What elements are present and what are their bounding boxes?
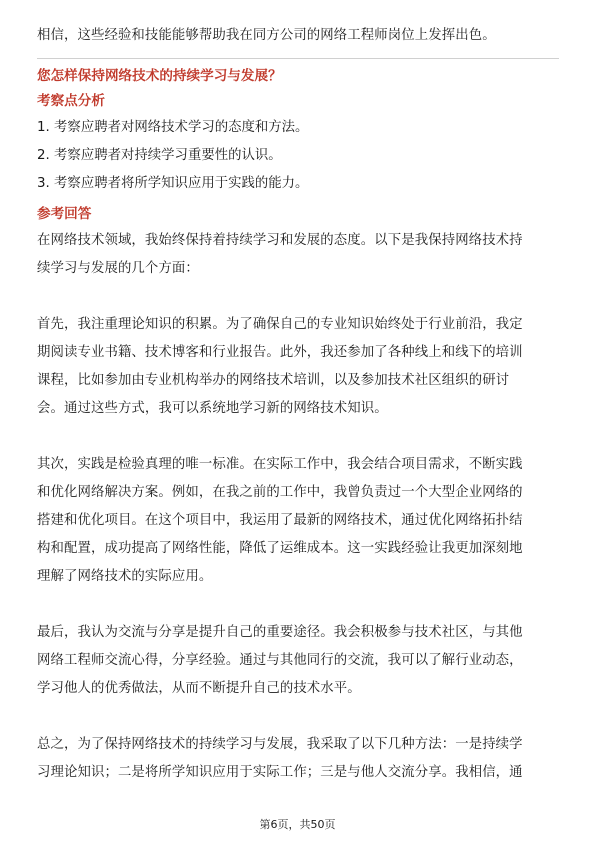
paragraph-gap bbox=[37, 423, 557, 451]
answer-line: 课程，比如参加由专业机构举办的网络技术培训，以及参加技术社区组织的研讨 bbox=[37, 373, 510, 388]
answer-line: 最后，我认为交流与分享是提升自己的重要途径。我会积极参与技术社区，与其他 bbox=[37, 625, 523, 640]
answer-line: 总之，为了保持网络技术的持续学习与发展，我采取了以下几种方法：一是持续学 bbox=[37, 737, 523, 752]
analysis-item: 2. 考察应聘者对持续学习重要性的认识。 bbox=[37, 148, 282, 163]
answer-line: 期阅读专业书籍、技术博客和行业报告。此外，我还参加了各种线上和线下的培训 bbox=[37, 345, 523, 360]
answer-line: 理解了网络技术的实际应用。 bbox=[37, 569, 213, 584]
page-content bbox=[37, 22, 557, 787]
answer-line: 会。通过这些方式，我可以系统地学习新的网络技术知识。 bbox=[37, 401, 388, 416]
analysis-list bbox=[37, 114, 557, 198]
answer-line: 网络工程师交流心得，分享经验。通过与其他同行的交流，我可以了解行业动态， bbox=[37, 653, 523, 668]
answer-line: 构和配置，成功提高了网络性能，降低了运维成本。这一实践经验让我更加深刻地 bbox=[37, 541, 523, 556]
analysis-item: 3. 考察应聘者将所学知识应用于实践的能力。 bbox=[37, 176, 309, 191]
answer-heading: 参考回答 bbox=[37, 206, 92, 222]
answer-line: 续学习与发展的几个方面： bbox=[37, 261, 199, 276]
paragraph-gap bbox=[37, 591, 557, 619]
answer-line: 其次，实践是检验真理的唯一标准。在实际工作中，我会结合项目需求，不断实践 bbox=[37, 457, 523, 472]
paragraph-gap bbox=[37, 283, 557, 311]
answer-line: 习理论知识；二是将所学知识应用于实际工作；三是与他人交流分享。我相信，通 bbox=[37, 765, 523, 780]
paragraph-gap bbox=[37, 703, 557, 731]
analysis-item: 1. 考察应聘者对网络技术学习的态度和方法。 bbox=[37, 120, 309, 135]
intro-tail-paragraph: 相信，这些经验和技能能够帮助我在同方公司的网络工程师岗位上发挥出色。 bbox=[37, 28, 496, 43]
answer-body bbox=[37, 227, 557, 787]
page-number-footer: 第6页，共50页 bbox=[259, 818, 336, 831]
answer-line: 学习他人的优秀做法，从而不断提升自己的技术水平。 bbox=[37, 681, 361, 696]
answer-line: 搭建和优化项目。在这个项目中，我运用了最新的网络技术，通过优化网络拓扑结 bbox=[37, 513, 523, 528]
analysis-heading: 考察点分析 bbox=[37, 93, 105, 109]
answer-line: 和优化网络解决方案。例如，在我之前的工作中，我曾负责过一个大型企业网络的 bbox=[37, 485, 523, 500]
answer-line: 首先，我注重理论知识的积累。为了确保自己的专业知识始终处于行业前沿，我定 bbox=[37, 317, 523, 332]
answer-line: 在网络技术领域，我始终保持着持续学习和发展的态度。以下是我保持网络技术持 bbox=[37, 233, 523, 248]
section-divider bbox=[37, 58, 559, 59]
question-title: 您怎样保持网络技术的持续学习与发展？ bbox=[37, 68, 282, 84]
